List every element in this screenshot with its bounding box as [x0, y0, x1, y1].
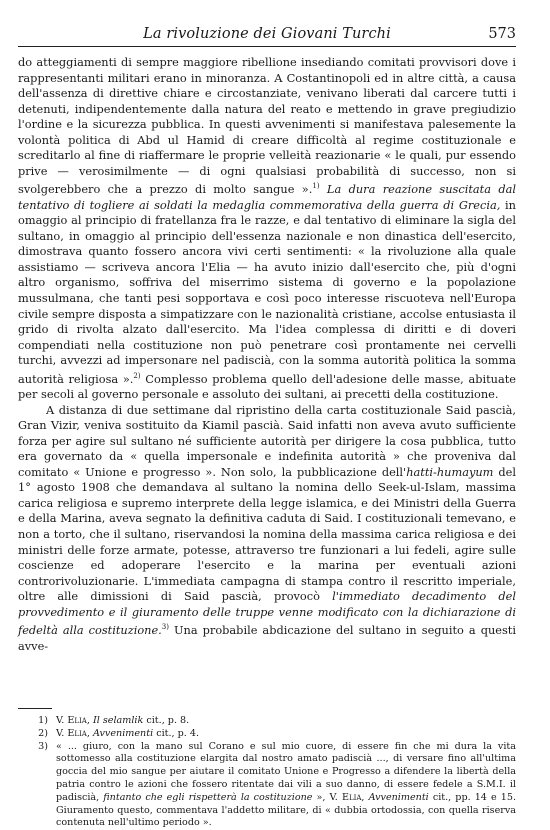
paragraph-1-text-c: Complesso problema quello dell'adesione delle masse, abituate per secoli al governo personale e assoluto dei sultani, ai precetti della costituzione.	[18, 371, 516, 402]
paragraph-2-text-c: Una probabile abdicazione del sultano in seguito a questi avve-	[18, 623, 516, 653]
running-title: La rivoluzione dei Giovani Turchi	[143, 26, 391, 42]
paragraph-1-italic-a: La dura reazione suscitata dal tentativo di togliere ai soldati la medaglia commemorativa della guerra di Grecia,	[18, 182, 516, 212]
paragraph-2	[18, 403, 516, 655]
paragraph-2-italic-a: hatti-humayum	[406, 464, 494, 479]
footnote-ref-1: 1)	[312, 182, 320, 191]
footnote-1	[18, 715, 516, 728]
footnote-text	[56, 728, 516, 741]
paragraph-1-space	[320, 182, 327, 196]
main-text	[18, 55, 516, 654]
footnote-3-part: « ... giuro, con la mano sul Corano e sul mio cuore, di essere fin che mi dura la vita sottomesso alla costituzione elargita dal nostro amato padiscià ..., di versare fino all'ultima goccia del mio sangue per aiutare il comitato Unione e Progresso a difendere la libertà della patria contro le azioni che fossero ritentate dai vili a suo danno, di essere fedele a S.M.I. il padiscià,	[56, 740, 516, 803]
paragraph-2-italic-b: l'immediato decadimento del provvedimento e il giuramento delle truppe venne modificato con la dichiarazione di fedeltà alla costituzione.	[18, 589, 516, 638]
footnote-separator	[18, 708, 52, 709]
paragraph-1	[18, 55, 516, 403]
page-number: 573	[488, 26, 516, 42]
footnote-1-work: Il selamlik	[92, 715, 144, 726]
footnote-number: 2)	[38, 727, 48, 739]
footnote-3-part: cit., pp. 14 e 15. Giuramento questo, commentava l'addetto militare, di « dubbia ortodossia, con quella riserva contenuta nell'ultimo periodo ».	[56, 791, 516, 829]
footnote-1-part: V.	[56, 715, 68, 726]
footnote-2	[18, 728, 516, 741]
footnote-3-work: Avvenimenti	[368, 791, 429, 803]
footnote-ref-3: 3)	[161, 623, 169, 632]
footnote-ref-2: 2)	[133, 371, 141, 380]
footnote-2-part: V.	[56, 727, 68, 739]
footnote-text	[56, 741, 516, 830]
footnote-2-work: Avvenimenti	[92, 727, 154, 739]
footnote-2-part: ,	[86, 727, 93, 739]
footnote-number: 3)	[38, 740, 48, 752]
paragraph-2-text-b: del 1° agosto 1908 che demandava al sultano la nomina dello Seek-ul-Islam, massima carica religiosa e supremo interprete della legge islamica, e dei Ministri della Guerra e della Marina, aveva segnato la definitiva caduta di Said. I costituzionali temevano, e non a torto, che il sultano, riservandosi la nomina della massima carica religiosa e dei ministri delle forze armate, potesse, attraverso tre funzionari a lui fedeli, agire sulle coscienze ed adoperare l'esercito e la marina per eventuali azioni controrivoluzionarie. L'immediata campagna di stampa contro il rescritto imperiale, oltre alle dimissioni di Said pascià, provocò	[18, 464, 516, 604]
footnote-3-part: ,	[361, 791, 369, 803]
footnote-3-author: Elia	[341, 791, 362, 803]
paragraph-2-text-a: A distanza di due settimane dal ripristino della carta costituzionale Said pascià, Gran Vizir, veniva sostituito da Kiamil pascià. Said infatti non aveva avuto sufficiente forza per agire sul sultano né sufficiente autorità per dirigere la cosa pubblica, tutto era governato da « quella impersonale e indefinita autorità » che proveniva dal comitato « Unione e progresso ». Non solo, la pubblicazione dell'	[18, 402, 516, 479]
paragraph-1-text-b: in omaggio al principio di fratellanza fra le razze, e dal tentativo di eliminare la sigla del sultano, in omaggio al principio dell'essenza nazionale e non dinastica dell'esercito, dimostrava quanto fossero ancora vivi certi sentimenti: « la rivoluzione alla quale assistiamo — scriveva ancora l'Elia — ha avuto inizio dall'esercito che, più d'ogni altro organismo, soffriva del miserrimo sistema di governo e la popolazione mussulmana, che tanti pesi sopportava e così poco interesse riscuoteva nell'Europa civile sempre disposta a simpatizzare con le nazionalità cristiane, accolse entusiasta il grido di rivolta alzato dall'esercito. Ma l'idea complessa di diritti e di doveri compendiati nella costituzione non può penetrare così prontamente nei cervelli turchi, avvezzi ad impersonare nel padiscià, con la somma autorità politica la somma autorità religiosa ».	[18, 197, 516, 386]
footnote-3-italic: fintanto che egli rispetterà la costituzione	[103, 791, 313, 803]
footnote-2-author: Elia	[67, 727, 87, 739]
footnote-3-part: », V.	[312, 791, 342, 803]
footnote-3	[18, 741, 516, 830]
footnotes	[18, 715, 516, 830]
footnote-1-part: ,	[86, 715, 93, 726]
footnote-2-part: cit., p. 4.	[153, 727, 200, 739]
footnote-1-author: Elia	[67, 715, 87, 726]
running-header	[18, 26, 516, 47]
footnote-text	[56, 715, 516, 728]
footnote-number: 1)	[38, 715, 48, 726]
footnote-1-part: cit., p. 8.	[143, 715, 190, 726]
paragraph-1-text-a: do atteggiamenti di sempre maggiore ribellione insediando comitati provvisori dove i rappresentanti militari erano in minoranza. A Costantinopoli ed in altre città, a causa dell'assenza di direttive chiare e circostanziate, venivano liberati dal carcere tutti i detenuti, indipendentemente dalla natura del reato e mettendo in grave pregiudizio l'ordine e la sicurezza pubblica. In questi avvenimenti si manifestava palesemente la volontà politica di Abd ul Hamid di creare difficoltà al regime costituzionale e screditarlo al fine di riaffermare le proprie velleità reazionarie « le quali, pur essendo prive — verosimilmente — di ogni qualsiasi probabilità di successo, non si svolgerebbero che a prezzo di molto sangue ».	[18, 55, 516, 197]
